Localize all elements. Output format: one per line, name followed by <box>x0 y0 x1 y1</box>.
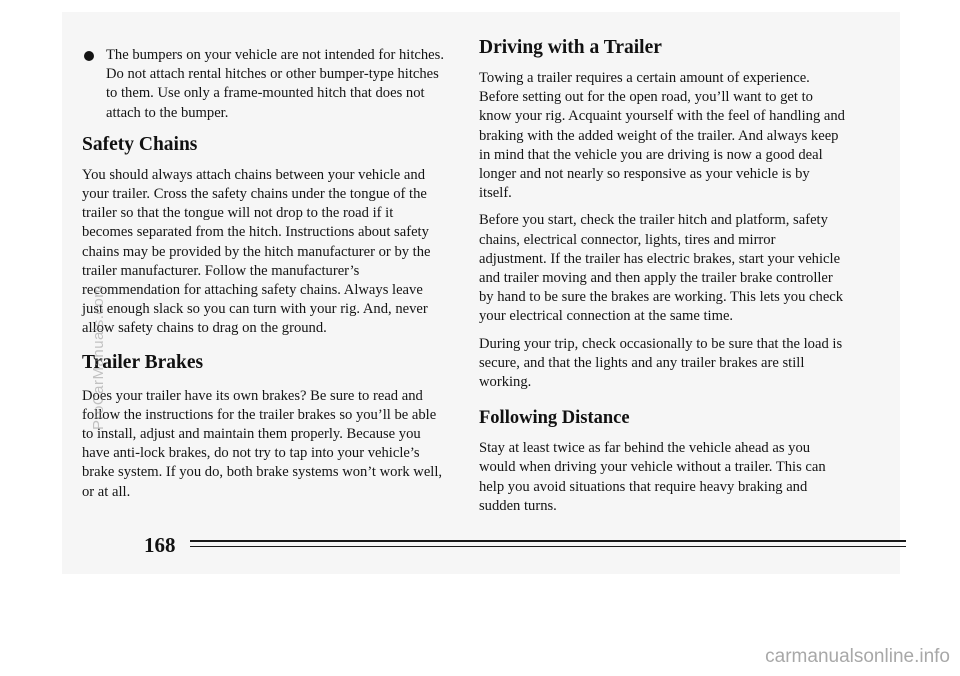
right-column <box>479 36 845 524</box>
bottom-watermark: carmanualsonline.info <box>765 646 950 667</box>
following-distance-body: Stay at least twice as far behind the vehicle ahead as you would when driving your vehicle without a trailer. This can help you avoid situations that require heavy braking and sudden turns. <box>479 440 826 514</box>
bumper-warning-text: The bumpers on your vehicle are not intended for hitches. Do not attach rental hitches or other bumper-type hitches to them. Use only a frame-mounted hitch that does not attach to the bumper. <box>106 47 444 121</box>
driving-para-3: During your trip, check occasionally to be sure that the load is secure, and that the lights and any trailer brakes are still working. <box>479 335 843 391</box>
driving-with-trailer-heading: Driving with a Trailer <box>479 37 662 58</box>
trailer-brakes-body: Does your trailer have its own brakes? Be sure to read and follow the instructions for the trailer brakes so you’ll be able to install, adjust and maintain them properly. Because you have anti-lock brakes, do not try to tap into your vehicle’s brake system. If you do, both brake systems won’t work well, or at all. <box>82 387 443 500</box>
safety-chains-body: You should always attach chains between your vehicle and your trailer. Cross the safety chains under the tongue of the trailer so that the tongue will not drop to the road if it becomes separated from the hitch. Instructions about safety chains may be provided by the hitch manufacturer or by the trailer manufacturer. Follow the manufacturer’s recommendation for attaching safety chains. Always leave just enough slack so you can turn with your rig. And, never allow safety chains to drag on the ground. <box>82 166 431 337</box>
manual-page <box>62 12 900 574</box>
footer-rule <box>190 540 906 547</box>
driving-para-2: Before you start, check the trailer hitch and platform, safety chains, electrical connector, lights, tires and mirror adjustment. If the trailer has electric brakes, start your vehicle and trailer moving and then apply the trailer brake controller by hand to be sure the brakes are working. This lets you check your electrical connection at the same time. <box>479 212 844 325</box>
page-number: 168 <box>144 533 176 557</box>
trailer-brakes-heading: Trailer Brakes <box>82 351 204 373</box>
side-watermark: ProCarManuals.com <box>90 284 107 430</box>
following-distance-heading: Following Distance <box>479 408 630 429</box>
safety-chains-heading: Safety Chains <box>82 133 198 155</box>
bumper-warning-bullet <box>82 46 446 123</box>
bullet-dot-icon <box>84 51 94 61</box>
left-column <box>82 46 446 510</box>
driving-para-1: Towing a trailer requires a certain amount of experience. Before setting out for the open road, you’ll want to get to know your rig. Acquaint yourself with the feel of handling and braking with the added weight of the trailer. And always keep in mind that the vehicle you are driving is now a good deal longer and not nearly so responsive as your vehicle is by itself. <box>479 70 845 202</box>
